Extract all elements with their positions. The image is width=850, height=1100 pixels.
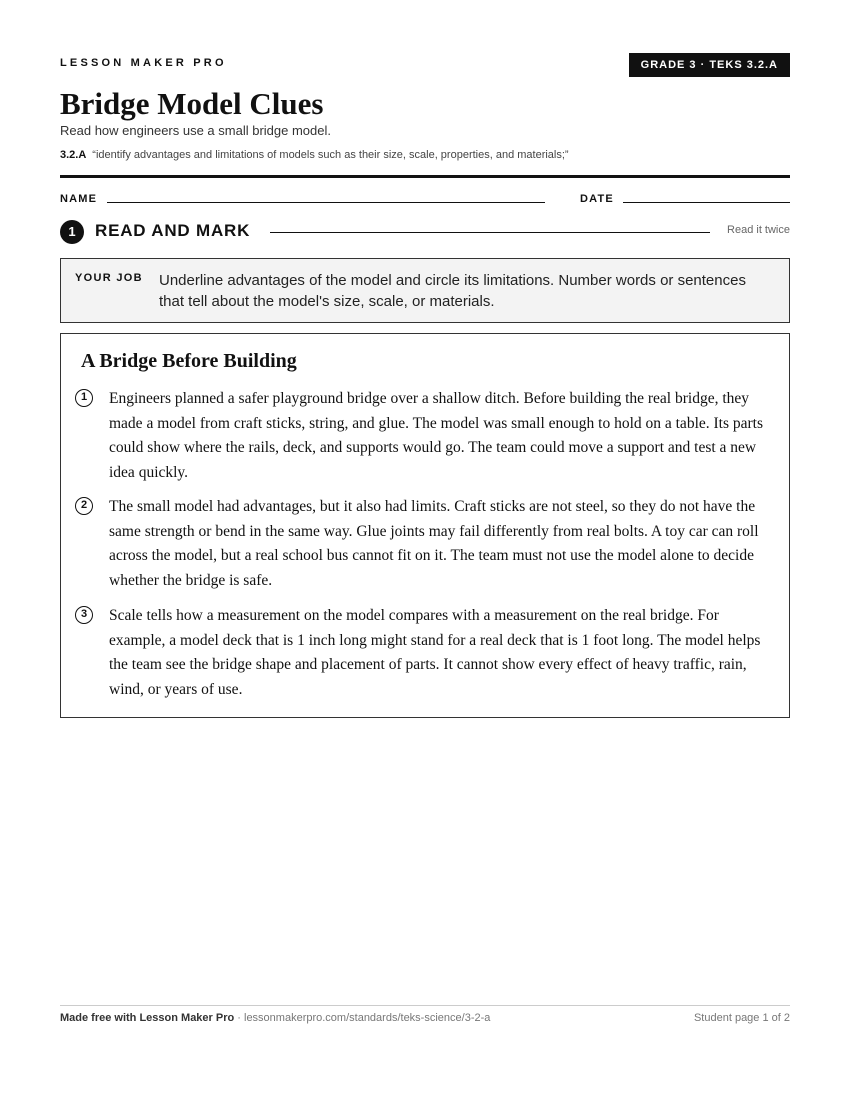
page-title: Bridge Model Clues [60, 86, 324, 121]
paragraph-text: Engineers planned a safer playground bridge over a shallow ditch. Before building the real bridge, they made a model from craft sticks, string, and glue. The model was small enough to hold on a table. Its parts could show where the rails, deck, and supports would go. The team could move a support and test a new idea quickly. [109, 390, 764, 481]
standard-code: 3.2.A [60, 149, 87, 161]
date-field[interactable] [623, 202, 790, 203]
section-header [60, 220, 790, 244]
standard-line [60, 149, 569, 161]
section-title: READ AND MARK [95, 221, 251, 240]
passage-title: A Bridge Before Building [81, 350, 297, 372]
header-divider [60, 175, 790, 178]
grade-badge: GRADE 3 · TEKS 3.2.A [629, 53, 790, 77]
paragraph-text: Scale tells how a measurement on the model compares with a measurement on the real bridge. For example, a model deck that is 1 inch long might stand for a real deck that is 1 foot long. The model helps the team see the bridge shape and placement of parts. It cannot show every effect of heavy traffic, rain, wind, or years of use. [109, 607, 761, 698]
paragraph-number-badge: 3 [75, 606, 93, 624]
name-label: NAME [60, 193, 98, 205]
footer-divider [60, 1005, 790, 1006]
footer-url: · lessonmakerpro.com/standards/teks-science/3-2-a [234, 1012, 491, 1024]
footer-page-number: Student page 1 of 2 [693, 1012, 790, 1024]
standard-text: “identify advantages and limitations of models such as their size, scale, properties, and materials;” [92, 149, 569, 161]
name-date-row [60, 191, 790, 207]
paragraph-number-badge: 1 [75, 389, 93, 407]
footer-credit [60, 1012, 490, 1024]
paragraph-number-badge: 2 [75, 497, 93, 515]
worksheet-page [60, 0, 790, 1100]
your-job-text: Underline advantages of the model and circle its limitations. Number words or sentences that tell about the model's size, scale, or materials. [159, 272, 746, 310]
section-number-badge: 1 [60, 220, 84, 244]
your-job-label: YOUR JOB [75, 272, 143, 284]
name-field[interactable] [107, 202, 545, 203]
brand-name: LESSON MAKER PRO [60, 57, 227, 69]
reading-passage [60, 333, 790, 718]
section-divider [270, 232, 710, 233]
your-job-box [60, 258, 790, 323]
date-label: DATE [580, 193, 614, 205]
paragraph-text: The small model had advantages, but it also had limits. Craft sticks are not steel, so they do not have the same strength or bend in the same way. Glue joints may fail differently from real bolts. A toy car can roll across the model, but a real school bus cannot fit on it. The team must not use the model alone to decide whether the bridge is safe. [109, 498, 759, 589]
section-note: Read it twice [727, 224, 790, 236]
page-subtitle: Read how engineers use a small bridge model. [60, 123, 331, 138]
footer-credit-name: Made free with Lesson Maker Pro [60, 1012, 235, 1024]
